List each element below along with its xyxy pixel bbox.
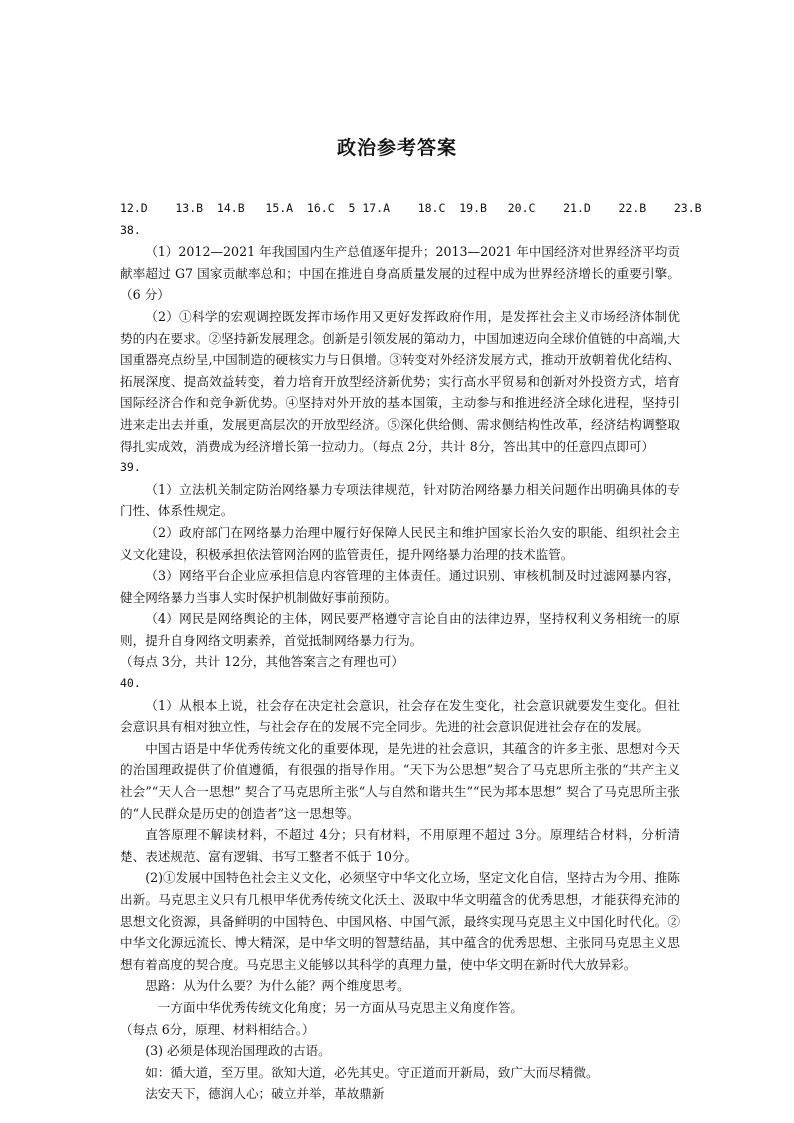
question-number-40: 40. [120, 676, 141, 691]
answer-40-part-3-example-1: 如：循大道，至万里。欲知大道，必先其史。守正道而开新局，致广大而尽精微。 [145, 1064, 599, 1080]
answer-39-part-4: （4）网民是网络舆论的主体，网民要严格遵守言论自由的法律边界，坚持权利义务相统一的原则，提升自身网络文明素养，首觉抵制网络暴力行为。 [120, 611, 680, 648]
answer-40-part-2: (2)①发展中国特色社会主义文化，必须坚守中华文化立场，坚定文化自信，坚持古为今用、推陈出新。马克思主义只有几根甲华优秀传统文化沃土、汲取中华文明蕴含的优秀思想，才能获得充沛的思想文化资源，具备鲜明的中国特色、中国风格、中国气派，最终实现马克思主义中国化时代化。②中华文化源远流长、博大精深，是中华文明的智慧结晶，其中蕴含的优秀思想、主张同马克思主义思想有着高度的契合度。马克思主义能够以其科学的真理力量，使中华文明在新时代大放异彩。 [120, 870, 680, 972]
answer-40-part-1: （1）从根本上说，社会存在决定社会意识，社会存在发生变化，社会意识就要发生变化。但社会意识具有相对独立性，与社会存在的发展不完全同步。先进的社会意识促进社会存在的发展。 [120, 697, 680, 735]
answer-38-part-1: （1）2012—2021 年我国国内生产总值逐年提升；2013—2021 年中国经济对世界经济平均贡献率超过 G7 国家贡献率总和；中国在推进自身高质量发展的过程中成为世界经济增长的重要引擎。（6 分） [120, 244, 680, 303]
answer-40-part-3: (3) 必须是体现治国理政的古语。 [145, 1043, 331, 1059]
answer-39-part-2: （2）政府部门在网络暴力治理中履行好保障人民民主和维护国家长治久安的职能、组织社会主义文化建设，积极承担依法管网治网的监管责任，提升网络暴力治理的技术监管。 [120, 524, 680, 562]
answer-40-part-2-approach: 思路：从为什么要？为什么能？两个维度思考。 [145, 978, 410, 994]
page-title: 政治参考答案 [336, 137, 457, 159]
choice-answers-row: 12.D 13.B 14.B 15.A 16.C 5 17.A 18.C 19.B 20.C 21.D 22.B 23.B [120, 201, 702, 215]
answer-39-part-1: （1）立法机关制定防治网络暴力专项法律规范，针对防治网络暴力相关问题作出明确具体的专门性、体系性规定。 [120, 481, 680, 519]
answer-40-part-3-example-2: 法安天下，德润人心；破立并举，革故鼎新 [145, 1086, 385, 1102]
answer-40-part-2-approach-detail: 一方面中华优秀传统文化角度；另一方面从马克思主义角度作答。 [157, 999, 524, 1015]
answer-40-part-1-material: 中国古语是中华优秀传统文化的重要体现，是先进的社会意识，其蕴含的许多主张、思想对今天的治国理政提供了价值遵循，有很强的指导作用。“天下为公思想”契合了马克思所主张的“共产主义社会”“天人合一思想” 契合了马克思所主张“人与自然和谐共生”“民为邦本思想” 契合了马克思所主张的“人民群众是历史的创造者”这一思想等。 [120, 740, 680, 821]
answer-40-part-2-scoring: （每点 6分，原理、材料相结合。） [120, 1021, 315, 1037]
answer-39-scoring-note: （每点 3分，共计 12分，其他答案言之有理也可） [120, 654, 404, 670]
question-number-38: 38. [120, 222, 141, 237]
answer-40-part-1-scoring: 直答原理不解读材料，不超过 4分；只有材料，不用原理不超过 3分。原理结合材料，分析清楚、表述规范、富有逻辑、书写工整者不低于 10分。 [120, 827, 680, 864]
answer-39-part-3: （3）网络平台企业应承担信息内容管理的主体责任。通过识别、审核机制及时过滤网暴内容，健全网络暴力当事人实时保护机制做好事前预防。 [120, 568, 680, 605]
answer-content [120, 198, 702, 1105]
answer-38-part-2: （2）①科学的宏观调控既发挥市场作用又更好发挥政府作用，是发挥社会主义市场经济体制优势的内在要求。②坚持新发展理念。创新是引领发展的第动力，中国加速迈向全球价值链的中高端,大国重器亮点纷呈,中国制造的硬核实力与日俱增。③转变对外经济发展方式，推动开放朝着优化结构、拓展深度、提高效益转变，着力培育开放型经济新优势；实行高水平贸易和创新对外投资方式，培育国际经济合作和竞争新优势。④坚持对外开放的基本国策，主动参与和推进经济全球化进程，坚持引进来走出去并重，发展更高层次的开放型经济。⑤深化供给侧、需求侧结构性改革，经济结构调整取得扎实成效，消费成为经济增长第一拉动力。（每点 2分，共计 8分，答出其中的任意四点即可） [120, 308, 680, 454]
question-number-39: 39. [120, 460, 141, 475]
